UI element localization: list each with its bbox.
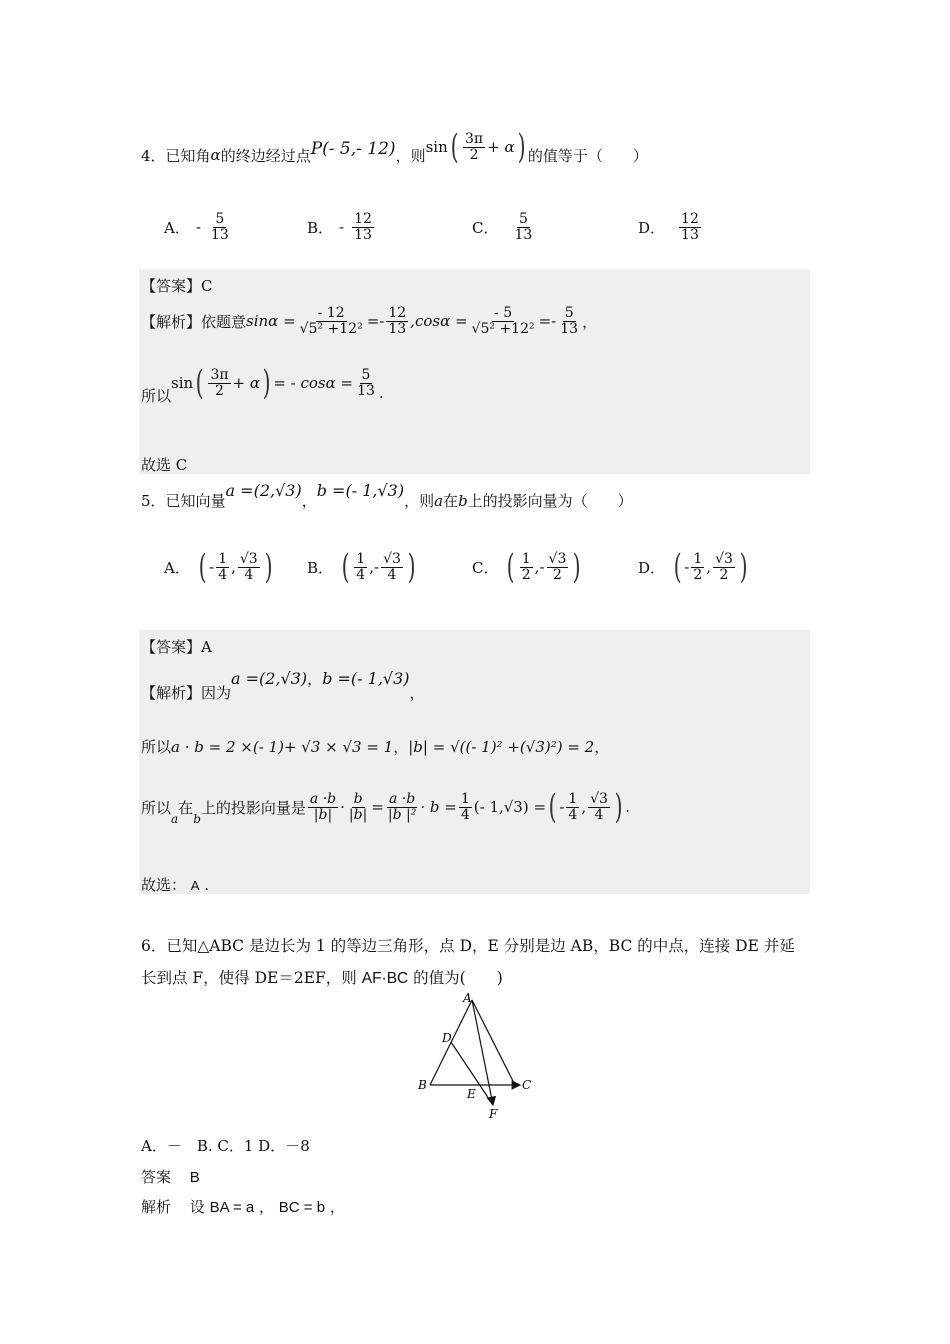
q5-l3-r-xnum: 1 — [568, 790, 578, 807]
q5-l3-end: . — [625, 798, 630, 816]
q4-plus-alpha: + α — [487, 138, 515, 156]
q4-option-c-label: C． — [472, 218, 499, 237]
q5-l2-dot: a · b = 2 ×(- 1)+ √3 × √3 = 1 — [171, 737, 394, 756]
q5-option-d-xden: 2 — [693, 566, 703, 583]
q5-l3-r-sign: - — [559, 798, 565, 816]
q4-l1-end: ， — [582, 312, 598, 331]
q5-analysis-b: b =(- 1,√3) — [322, 669, 410, 688]
q4-l1-d3: √5² +12² — [471, 320, 535, 337]
q6-label-a: A — [463, 991, 472, 1005]
q4-stem-mid: 的终边经过点 — [220, 146, 311, 165]
q5-option-b[interactable]: B． ( $\frac{1}{4}$ , - $\frac{√3}{4}$ ) — [307, 547, 416, 587]
q4-analysis-line1 — [141, 306, 597, 336]
q5-option-a-xsign: - — [209, 558, 215, 576]
q5-stem-prefix: 5．已知向量 — [141, 492, 226, 510]
q5-b-vec: b =(- 1,√3) — [316, 481, 405, 500]
q4-point: P(- 5,- 12) — [310, 139, 396, 159]
q5-l3-f2-num: b — [353, 790, 363, 807]
q5-option-b-xden: 4 — [356, 566, 366, 583]
q6-answer — [141, 1166, 200, 1187]
q4-l2-end: . — [378, 384, 384, 402]
q5-option-c-label: C． — [472, 558, 499, 577]
q5-option-d-ynum: √3 — [715, 550, 733, 567]
q6-line2-suffix: 的值为( ) — [413, 969, 503, 987]
q5-option-d-yden: 2 — [719, 566, 729, 583]
q4-conclusion: 故选 C — [141, 456, 188, 474]
q5-l3-f4-den: 4 — [460, 806, 470, 823]
q5-l3-zai: 在 — [178, 798, 194, 817]
q4-l1-n2: 12 — [388, 305, 407, 321]
q4-analysis-label: 【解析】依题意 — [141, 312, 247, 331]
q5-l3-f1-den: |b| — [313, 806, 333, 823]
q6-answer-label: 答案 — [141, 1168, 172, 1186]
q5-option-d[interactable]: D． ( - $\frac{1}{2}$ , $\frac{√3}{2}$ ) — [638, 547, 748, 587]
q5-l3-b: b — [193, 812, 201, 826]
q5-option-b-ynum: √3 — [383, 550, 401, 567]
q5-analysis-line1 — [141, 668, 425, 702]
q5-a-vec: a =(2,√3) — [225, 481, 302, 500]
q4-l1-sin: sinα = — [246, 312, 296, 331]
q4-option-c[interactable] — [472, 212, 536, 242]
q4-option-d[interactable] — [638, 212, 703, 242]
q5-option-a-xden: 4 — [218, 566, 228, 583]
q6-line2-expr: AF·BC — [361, 970, 409, 987]
q4-option-a-num: 5 — [215, 211, 225, 227]
q5-l2-prefix: 所以 — [141, 738, 172, 756]
q4-l1-d2: 13 — [388, 320, 407, 337]
q4-l2-sin: sin — [171, 374, 194, 392]
q6-label-d: D — [442, 1031, 452, 1045]
q4-option-d-num: 12 — [681, 211, 699, 227]
q5-stem — [141, 481, 633, 511]
q5-b: b — [458, 491, 468, 510]
q5-l2-norm: |b| = √((- 1)² +(√3)²) = 2 — [408, 737, 595, 756]
q5-l3-vec: (- 1,√3) = — [473, 798, 547, 816]
q5-option-c-xden: 2 — [521, 566, 531, 583]
q5-l2-end: ， — [594, 738, 610, 756]
q4-l2-sin-expr: sin ( $\frac{3\pi}{2}$ + α ) — [171, 363, 271, 403]
q5-option-a-xnum: 1 — [218, 550, 228, 567]
q4-l1-n1: - 12 — [317, 305, 345, 321]
q4-option-a-den: 13 — [210, 226, 229, 243]
q5-l3-f4-num: 1 — [460, 790, 470, 807]
q6-options: A．－ B. C．1 D．－8 — [141, 1137, 310, 1155]
q4-three-pi: 3π — [465, 130, 484, 147]
q5-option-c-xnum: 1 — [521, 550, 531, 567]
q5-stem-then: ，则 — [404, 492, 435, 510]
q4-l2-two: 2 — [215, 382, 224, 399]
q5-option-b-ysign: - — [374, 558, 380, 576]
q5-option-d-label: D． — [638, 558, 666, 577]
q4-answer: 【答案】C — [141, 277, 213, 295]
q5-comma: ， — [301, 492, 317, 510]
q4-stem-then: ，则 — [395, 146, 426, 165]
q5-option-a-ynum: √3 — [239, 550, 258, 567]
q6-label-f: F — [489, 1107, 498, 1120]
q5-conclusion-letter: A — [190, 878, 200, 893]
q6-answer-value: B — [189, 1169, 200, 1186]
q6-analysis-text: 设 — [189, 1198, 205, 1216]
q6-analysis-label: 解析 — [141, 1198, 172, 1216]
q5-l3-prefix: 所以 — [141, 798, 172, 817]
q4-stem-suffix: 的值等于（ ） — [527, 146, 648, 165]
q5-conclusion-end: . — [204, 876, 210, 894]
q5-l3-eq: = — [371, 798, 384, 816]
q4-l1-n4: 5 — [564, 305, 574, 321]
q5-l3-a: a — [171, 812, 179, 826]
q5-option-c-ysign: - — [539, 558, 545, 576]
q6-label-e: E — [467, 1087, 476, 1101]
q6-analysis-end: ， — [329, 1198, 345, 1216]
q5-l3-f3-den: |b |² — [387, 806, 417, 823]
q5-l3-f2-den: |b| — [348, 806, 368, 823]
q4-l2-prefix: 所以 — [141, 386, 172, 405]
q5-analysis-end: ， — [409, 684, 425, 702]
q4-option-b-den: 13 — [354, 226, 372, 243]
q5-option-d-xnum: 1 — [693, 550, 703, 567]
q4-l2-den: 13 — [357, 382, 375, 399]
q5-option-c[interactable]: C． ( $\frac{1}{2}$ , - $\frac{√3}{2}$ ) — [472, 547, 581, 587]
q4-option-c-den: 13 — [514, 226, 533, 243]
q5-conclusion — [141, 874, 209, 895]
q4-l1-cos: ,cosα = — [410, 312, 468, 331]
q4-option-b-label: B． — [307, 218, 334, 237]
q5-l3-f3-num: a ·b — [389, 790, 416, 807]
q5-l3-r-yden: 4 — [594, 806, 604, 823]
q6-triangle-figure — [410, 990, 540, 1120]
q6-label-b: B — [418, 1078, 427, 1092]
q5-option-b-xnum: 1 — [356, 550, 366, 567]
q4-stem — [141, 127, 648, 172]
q4-l1-d4: 13 — [560, 320, 579, 337]
q5-zai: 在 — [443, 492, 459, 510]
q6-line2 — [141, 966, 503, 988]
q5-a: a — [434, 491, 444, 510]
q6-analysis-ba: BA = a — [209, 1199, 255, 1216]
q5-analysis-a: a =(2,√3) — [231, 669, 308, 688]
q4-option-d-label: D． — [638, 218, 666, 237]
q5-l3-r-xden: 4 — [568, 806, 578, 823]
q4-two: 2 — [469, 146, 479, 163]
q4-l1-eq1: =- — [366, 312, 385, 331]
q6-label-c: C — [522, 1078, 532, 1092]
q6-line1: 6．已知△ABC 是边长为 1 的等边三角形，点 D，E 分别是边 AB，BC 的中点，连接 DE 并延 — [141, 937, 795, 955]
q4-l2-three-pi: 3π — [210, 366, 229, 383]
q5-l3-text: 上的投影向量是 — [200, 798, 306, 817]
q4-l1-eq2: =- — [538, 312, 557, 331]
q4-analysis-line2 — [141, 363, 384, 405]
q4-option-d-den: 13 — [681, 226, 699, 243]
q4-option-b-sign: - — [339, 218, 345, 237]
q5-option-c-ynum: √3 — [548, 550, 567, 567]
q4-option-a[interactable] — [164, 212, 233, 242]
q4-option-c-num: 5 — [518, 211, 528, 227]
q6-analysis — [141, 1196, 345, 1217]
q4-l1-n3: - 5 — [494, 305, 513, 321]
q5-stem-suffix: 上的投影向量为（ ） — [467, 492, 633, 510]
q5-l3-r-ynum: √3 — [590, 790, 608, 807]
q4-l2-expr: = - cosα = — [273, 374, 354, 392]
q6-analysis-bc: BC = b — [278, 1199, 326, 1216]
q6-analysis-sep: ， — [259, 1198, 275, 1216]
q5-l3-bvec: · b = — [420, 798, 457, 816]
q5-analysis-line3: 所以 a 在 b 上的投影向量是 $\frac{a \cdot b}{|b|}$ · $\frac{b}{|b|}$ = $\frac{a \cdot b}{\text{|b |²}}$ · b = $\frac{1}{4}$ (- 1,√3) = ( - $\frac{1}{4}$ , $\frac{√3}{4}$ ) . — [141, 787, 630, 827]
q4-option-a-sign: - — [195, 218, 201, 237]
q5-l3-f1-num: a ·b — [309, 790, 337, 807]
q5-conclusion-prefix: 故选： — [141, 876, 187, 894]
q5-analysis-comma: ， — [307, 670, 323, 688]
q5-option-a-yden: 4 — [244, 566, 254, 583]
q5-option-b-yden: 4 — [387, 566, 397, 583]
q4-option-b-num: 12 — [354, 211, 372, 227]
q4-sin-expr: sin ( $\frac{3\pi}{2}$ + α ) — [425, 127, 526, 167]
q5-answer: 【答案】A — [141, 638, 212, 656]
q5-analysis-line2 — [141, 736, 609, 757]
q4-l2-plus-alpha: + α — [232, 374, 261, 392]
q5-option-a-label: A． — [164, 558, 190, 577]
q4-alpha: α — [210, 146, 221, 164]
q6-line2-prefix: 长到点 F，使得 DE＝2EF，则 — [141, 969, 357, 987]
q4-option-b[interactable] — [307, 212, 376, 242]
q5-option-b-label: B． — [307, 558, 334, 577]
q5-l2-mid: ， — [393, 738, 409, 756]
q5-option-d-xsign: - — [684, 558, 690, 576]
q4-sin: sin — [425, 138, 448, 156]
q4-l2-num: 5 — [361, 366, 371, 383]
q5-option-c-yden: 2 — [552, 566, 562, 583]
q6-side-ac — [472, 1000, 515, 1085]
q4-stem-prefix: 4．已知角 — [141, 146, 211, 165]
q4-option-a-label: A． — [164, 218, 190, 237]
q5-analysis-label: 【解析】因为 — [141, 684, 232, 702]
q4-l1-d1: √5² +12² — [299, 320, 363, 337]
q5-option-a[interactable]: A． ( - $\frac{1}{4}$ , $\frac{√3}{4}$ ) — [164, 547, 273, 587]
